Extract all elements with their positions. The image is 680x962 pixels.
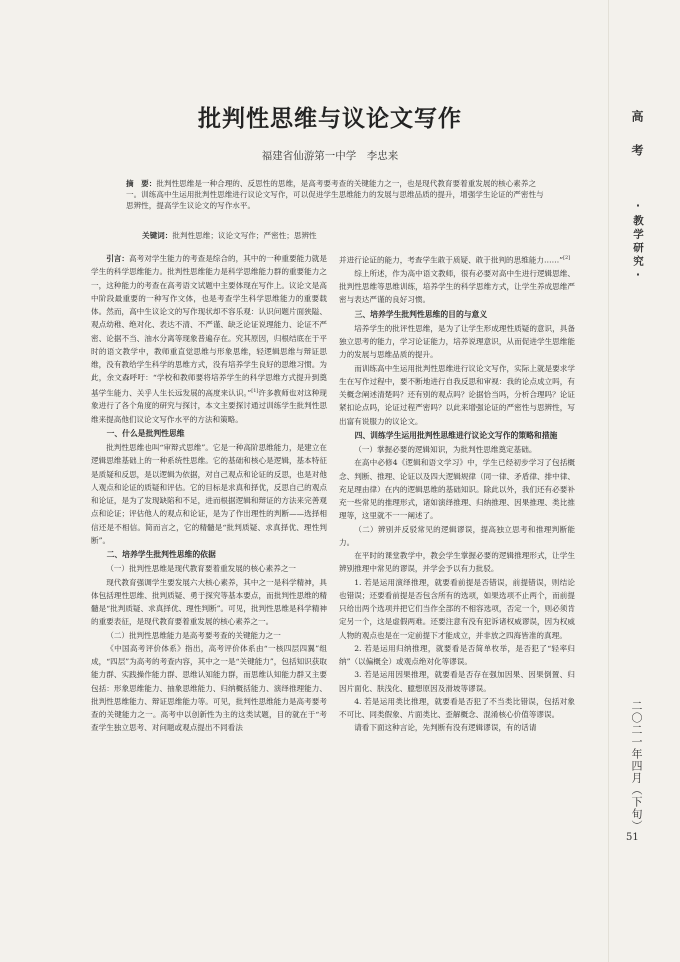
section-2-paragraph-1: 现代教育强调学生要发展六大核心素养，其中之一是科学精神，具体包括理性思维、批判质疑、勇于探究等基本要点，而批判性思维的精髓是“批判质疑、求真择优、理性判断”。可见，批判性思维是科学精神的重要表征，是现代教育要着重发展的核心素养之一。	[91, 577, 327, 627]
continued-paragraph	[339, 252, 575, 267]
left-column	[91, 252, 327, 735]
column-label: ·教学研究·	[632, 200, 644, 284]
journal-title: 高考	[630, 110, 644, 178]
article-author: 福建省仙游第一中学 李忠来	[261, 150, 399, 162]
section-2-subheading-1: （一）批判性思维是现代教育要着重发展的核心素养之一	[106, 564, 297, 574]
intro-paragraph	[91, 252, 327, 426]
list-item-2: 2. 若是运用归纳推理，就要看是否简单枚举，是否犯了“轻率归纳”（以偏概全）或观点绝对化等谬误。	[339, 643, 575, 667]
section-heading-2: 二、培养学生批判性思维的依据	[106, 550, 216, 560]
citation-ref: [1]	[251, 387, 259, 394]
article-keywords	[142, 230, 542, 241]
abstract-label: 摘 要：	[126, 179, 157, 188]
section-3-paragraph-2: 而训练高中生运用批判性思维进行议论文写作，实际上就是要求学生在写作过程中，要不断地进行自我反思和审视：我的论点成立吗，有关概念阐述清楚吗？还有别的观点吗？论据恰当吗，分析合理吗？论证紧扣论点吗，论证过程严密吗？以此来增强论证的严密性与思辨性，写出富有说服力的议论文。	[339, 363, 575, 426]
section-2-paragraph-2: 《中国高考评价体系》指出，高考评价体系由“一核四层四翼”组成，“四层”为高考的考查内容，其中之一是“关键能力”，包括知识获取能力群、实践操作能力群、思维认知能力群，而思维认知能力群又主要包括：形象思维能力、抽象思维能力、归纳概括能力、演绎推理能力、批判性思维能力、辩证思维能力等。可见，批判性思维能力是高考要考查的关键能力之一。高考中以创新性为主的这类试题，目的就在于“考查学生独立思考、对问题或观点提出不同看法	[91, 643, 327, 733]
keywords-label: 关键词：	[142, 231, 173, 240]
issue-date: 二〇二一年四月（下旬）	[630, 700, 643, 832]
section-heading-3: 三、培养学生批判性思维的目的与意义	[354, 309, 488, 319]
article-abstract	[126, 178, 546, 212]
section-heading-4: 四、训练学生运用批判性思维进行议论文写作的策略和措施	[354, 430, 558, 440]
abstract-text: 批判性思维是一种合理的、反思性的思维，是高考要考查的关键能力之一，也是现代教育要着重发展的核心素养之一。训练高中生运用批判性思维进行议论文写作，可以促进学生思维能力的发展与思维品质的提升，增强学生论证的严密性与思辨性，提高学生议论文的写作水平。	[126, 179, 544, 211]
section-1-paragraph: 批判性思维也叫“审辩式思维”。它是一种高阶思维能力，是建立在逻辑思维基础上的一种系统性思维。它的基础和核心是逻辑，基本特征是质疑和反思，是以逻辑为依据，对自己观点和论证的反思，也是对他人观点和论证的质疑和评估。它的目标是求真和择优，反思自己的观点和论证，是为了发现缺陷和不足，进而根据逻辑和辩证的方法来完善观点和论证；评估他人的观点和论证，是为了作出理性的判断——选择相信还是不相信。简而言之，它的精髓是“批判质疑、求真择优、理性判断”。	[91, 443, 327, 545]
closing-paragraph: 请看下面这种言论，先判断有没有逻辑谬误，有的话请	[354, 723, 537, 733]
section-4-subheading-2: （二）辨别并反驳常见的逻辑谬误，提高独立思考和推理判断能力。	[339, 524, 575, 547]
article-title: 批判性思维与议论文写作	[198, 106, 462, 132]
intro-tail: 许多教师也对这种现象进行了各个角度的研究与探讨，本文主要探讨通过训练学生批判性思维来提高他们议论文写作水平的方法和策略。	[91, 388, 327, 424]
right-column	[339, 252, 575, 735]
section-4-subheading-1: （一）掌握必要的逻辑知识，为批判性思维奠定基础。	[354, 445, 537, 455]
list-item-4: 4. 若是运用类比推理，就要看是否犯了不当类比错误，包括对象不可比、同类假象、片面类比、歪解概念、混淆核心价值等谬误。	[339, 696, 575, 720]
section-heading-1: 一、什么是批判性思维	[106, 428, 185, 438]
continued-text: 并进行论证的能力，考查学生敢于质疑、敢于批判的思维能力……”	[339, 255, 564, 265]
section-4-paragraph-2: 在平时的课堂教学中，教会学生掌握必要的逻辑推理形式，让学生辨别推理中常见的谬误，并学会予以有力批驳。	[339, 551, 575, 574]
citation-ref-2: [2]	[563, 255, 571, 261]
keywords-text: 批判性思维；议论文写作；严密性；思辨性	[172, 231, 317, 240]
summary-paragraph: 综上所述，作为高中语文教师，很有必要对高中生进行逻辑思维、批判性思维等思维训练，培养学生的科学思维方式，让学生养成思维严密与表达严谨的良好习惯。	[339, 268, 575, 305]
page-margin-line	[608, 0, 609, 962]
section-3-paragraph-1: 培养学生的批评性思维，是为了让学生形成理性质疑的意识，具备独立思考的能力，学习论证能力，培养说理意识，从而促进学生思维能力的发展与思维品质的提升。	[339, 323, 575, 360]
section-2-subheading-2: （二）批判性思维能力是高考要考查的关键能力之一	[106, 630, 281, 640]
list-item-3: 3. 若是运用因果推理，就要看是否存在强加因果、因果倒置、归因片面化、肤浅化、臆想原因及滑坡等谬误。	[339, 670, 575, 693]
page-number: 51	[626, 832, 639, 843]
list-item-1: 1. 若是运用演绎推理，就要看前提是否错误，前提错误，则结论也错误；还要看前提是否包含所有的选项，如果选项不止两个，而前提只给出两个选项并把它们当作全部的不相容选项，否定一个，则必须肯定另一个，这是虚假两难。还要注意有没有犯诉诸权威谬误，因为权威人物的观点也是在一定前提下才能成立，并非放之四海皆准的真理。	[339, 577, 575, 640]
intro-text: 高考对学生能力的考查是综合的，其中的一种重要能力就是学生的科学思维能力。批判性思维能力是科学思维能力群的重要能力之一，这种能力的考查在高考语文试题中主要体现在写作上。议论文是高中阶段最重要的一种写作文体，也是考查学生科学思维能力的重要载体。然而，高中生议论文的写作现状却不容乐观：认识问题片面狭隘、观点幼稚、绝对化、表达不清、不严谨、缺乏论证说理能力、论证不严密、论据不当、油水分离等现象普遍存在。究其原因，归根结底在于平时的语文教学中，教师重直觉思维与形象思维，轻逻辑思维与辩证思维，没有教给学生科学的思维方式，没有培养学生良好的思维习惯。为此，余文森呼吁：“学校和教师要将培养学生的科学思维方式提升到奠基学生能力、关乎人生长远发展的高度来认识。”	[91, 254, 328, 398]
section-4-paragraph-1: 在高中必修4《逻辑和语文学习》中，学生已经初步学习了包括概念、判断、推理、论证以及四大逻辑规律（同一律、矛盾律、排中律、充足理由律）在内的逻辑思维的基础知识。除此以外，我们还有必要补充一些常见的推理形式，诸如演绎推理、归纳推理、因果推理、类比推理等，这里就不一一阐述了。	[339, 458, 575, 521]
intro-label: 引言：	[106, 254, 130, 263]
